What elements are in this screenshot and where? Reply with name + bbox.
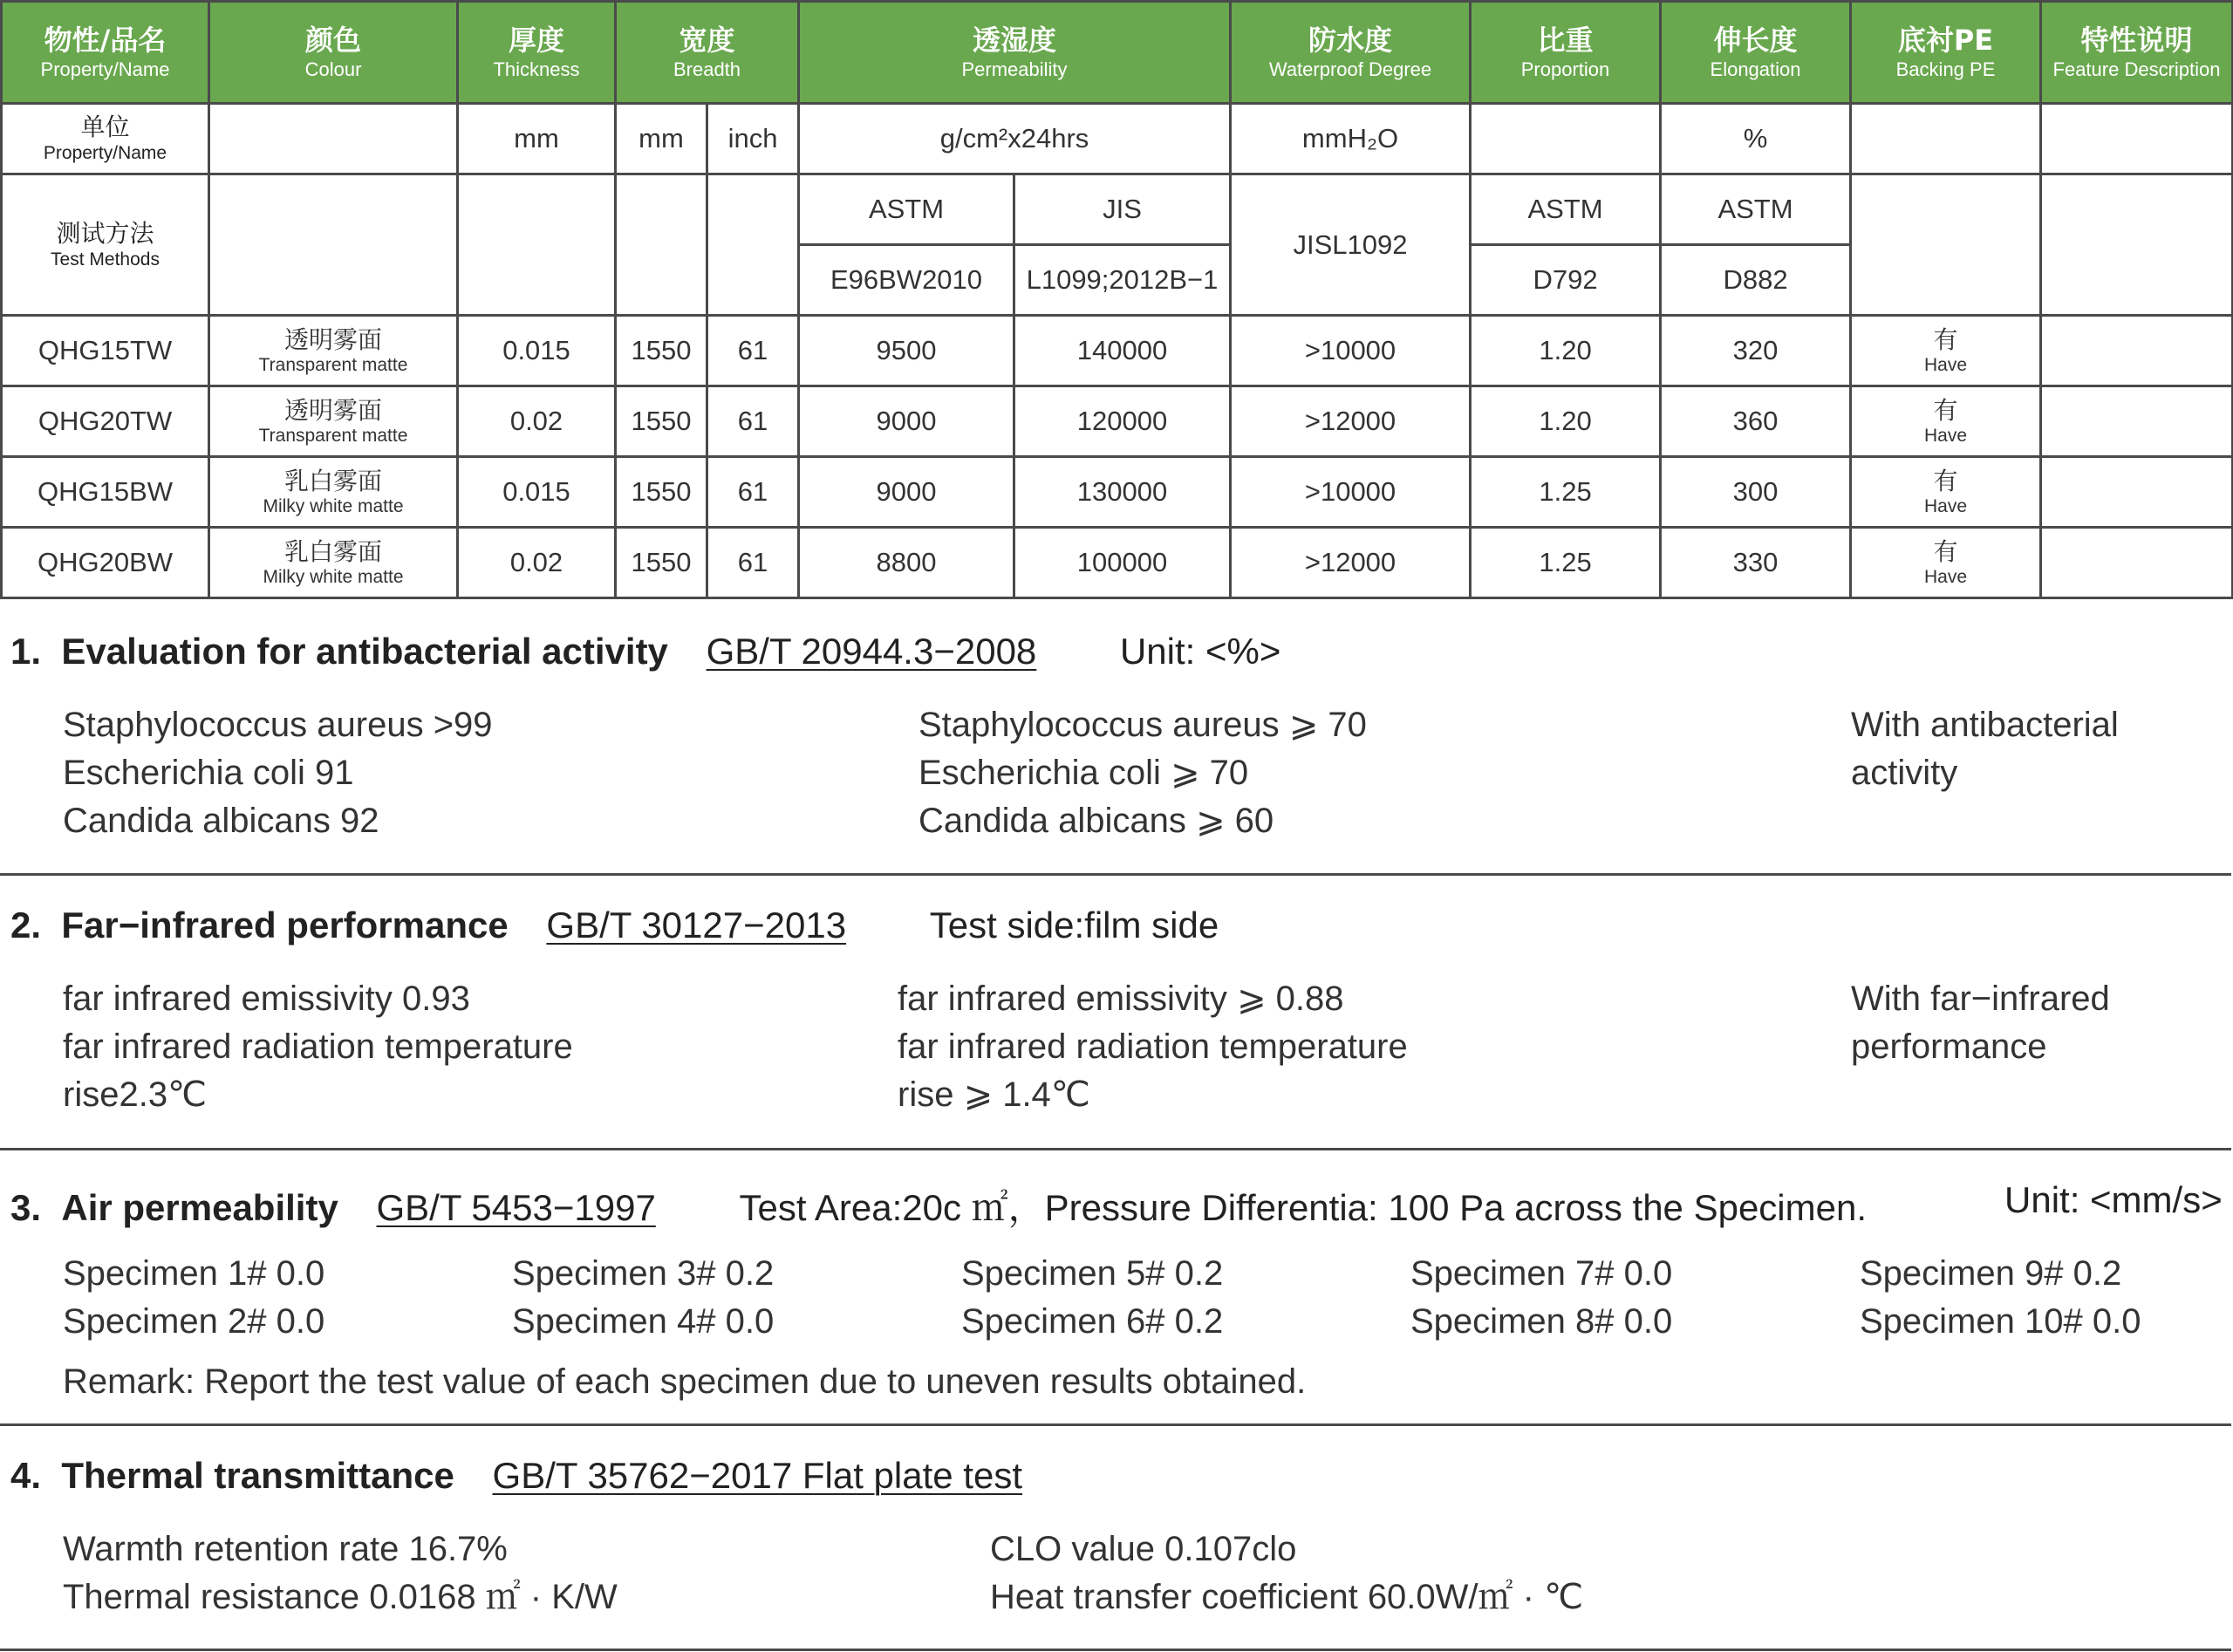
standard-code: GB/T 35762−2017 Flat plate test (492, 1455, 1022, 1496)
header-row (2, 2, 2233, 104)
unit-thickness: mm (458, 104, 616, 174)
header-breadth: 宽度 Breadth (616, 2, 799, 104)
conclusion-line: activity (1851, 754, 1958, 792)
unit-breadth-mm: mm (616, 104, 707, 174)
section-thermal-transmittance (0, 1423, 2231, 1651)
test-perm-jis-code: L1099;2012B−1 (1014, 245, 1231, 316)
result-line: rise2.3℃ (63, 1075, 207, 1114)
section-title: 2. Far−infrared performance GB/T 30127−2013 Test side:film side (10, 905, 1219, 945)
requirement-line: far infrared radiation temperature (898, 1027, 1408, 1066)
test-elongation: ASTM (1661, 174, 1851, 245)
section-antibacterial (0, 599, 2231, 876)
header-thickness: 厚度 Thickness (458, 2, 616, 104)
test-method-row (2, 174, 2233, 245)
table-row: QHG15BW 乳白雾面 Milky white matte 0.015 1550 61 9000 130000 >10000 1.25 300 有 Have (2, 457, 2233, 528)
table-row: QHG15TW 透明雾面 Transparent matte 0.015 1550 61 9500 140000 >10000 1.20 320 有 Have (2, 316, 2233, 386)
remark: Remark: Report the test value of each specimen due to uneven results obtained. (63, 1362, 1307, 1401)
header-permeability: 透湿度 Permeability (799, 2, 1231, 104)
header-feature: 特性说明 Feature Description (2041, 2, 2233, 104)
section-air-permeability (0, 1148, 2231, 1426)
specimen-value: Specimen 6# 0.2 (961, 1302, 1224, 1341)
requirement-line: Candida albicans ⩾ 60 (918, 802, 1274, 840)
unit-waterproof: mmH₂O (1231, 104, 1471, 174)
test-proportion-code: D792 (1471, 245, 1661, 316)
test-perm-astm-code: E96BW2010 (799, 245, 1014, 316)
result-line: far infrared emissivity 0.93 (63, 980, 470, 1018)
specimen-value: Specimen 10# 0.0 (1860, 1302, 2141, 1341)
specimen-value: Specimen 8# 0.0 (1410, 1302, 1673, 1341)
specimen-value: Specimen 5# 0.2 (961, 1254, 1224, 1293)
specimen-value: Specimen 4# 0.0 (512, 1302, 775, 1341)
unit-note: Unit: <mm/s> (2004, 1179, 2223, 1220)
specimen-value: Specimen 3# 0.2 (512, 1254, 775, 1293)
section-title: 3. Air permeability GB/T 5453−1997 Test Area:20c ㎡，Pressure Differentia: 100 Pa across the Specimen. (10, 1187, 1868, 1228)
section-title: 4. Thermal transmittance GB/T 35762−2017 Flat plate test (10, 1455, 1022, 1496)
result-line: Escherichia coli 91 (63, 754, 354, 792)
test-side-note: Test side:film side (929, 905, 1219, 945)
unit-row (2, 104, 2233, 174)
requirement-line: Escherichia coli ⩾ 70 (918, 754, 1249, 792)
test-waterproof: JISL1092 (1231, 174, 1471, 316)
result-line: far infrared radiation temperature (63, 1027, 573, 1066)
spec-table (0, 0, 2233, 599)
section-title: 1. Evaluation for antibacterial activity GB/T 20944.3−2008 Unit: <%> (10, 631, 1281, 672)
specimen-value: Specimen 2# 0.0 (63, 1302, 325, 1341)
specimen-value: Specimen 1# 0.0 (63, 1254, 325, 1293)
conclusion-line: performance (1851, 1027, 2047, 1066)
test-perm-jis: JIS (1014, 174, 1231, 245)
header-colour: 颜色 Colour (209, 2, 458, 104)
unit-breadth-inch: inch (707, 104, 799, 174)
standard-code: GB/T 5453−1997 (376, 1187, 656, 1228)
result-line: Staphylococcus aureus >99 (63, 706, 493, 744)
standard-code: GB/T 20944.3−2008 (706, 631, 1037, 672)
specimen-value: Specimen 7# 0.0 (1410, 1254, 1673, 1293)
specimen-value: Specimen 9# 0.2 (1860, 1254, 2122, 1293)
result-line: Candida albicans 92 (63, 802, 379, 840)
test-proportion: ASTM (1471, 174, 1661, 245)
unit-label: 单位 Property/Name (2, 104, 209, 174)
requirement-line: rise ⩾ 1.4℃ (898, 1075, 1090, 1114)
standard-code: GB/T 30127−2013 (546, 905, 847, 945)
table-row: QHG20TW 透明雾面 Transparent matte 0.02 1550 61 9000 120000 >12000 1.20 360 有 Have (2, 386, 2233, 457)
conclusion-line: With antibacterial (1851, 706, 2119, 744)
result-line: Thermal resistance 0.0168 ㎡ · K/W (63, 1578, 618, 1616)
unit-elongation: % (1661, 104, 1851, 174)
header-proportion: 比重 Proportion (1471, 2, 1661, 104)
unit-note: Unit: <%> (1119, 631, 1281, 672)
conclusion-line: With far−infrared (1851, 980, 2110, 1018)
test-area-note: Test Area:20c ㎡，Pressure Differentia: 100 Pa across the Specimen. (739, 1187, 1868, 1228)
section-far-infrared (0, 873, 2231, 1150)
unit-permeability: g/cm²x24hrs (799, 104, 1231, 174)
test-elongation-code: D882 (1661, 245, 1851, 316)
test-perm-astm: ASTM (799, 174, 1014, 245)
result-line: CLO value 0.107clo (990, 1530, 1297, 1568)
header-property: 物性/品名 Property/Name (2, 2, 209, 104)
table-row: QHG20BW 乳白雾面 Milky white matte 0.02 1550 61 8800 100000 >12000 1.25 330 有 Have (2, 528, 2233, 598)
requirement-line: far infrared emissivity ⩾ 0.88 (898, 980, 1344, 1018)
requirement-line: Staphylococcus aureus ⩾ 70 (918, 706, 1367, 744)
result-line: Heat transfer coefficient 60.0W/㎡ · ℃ (990, 1578, 1583, 1616)
result-line: Warmth retention rate 16.7% (63, 1530, 508, 1568)
header-waterproof: 防水度 Waterproof Degree (1231, 2, 1471, 104)
test-method-label: 测试方法 Test Methods (2, 174, 209, 316)
header-backing: 底衬PE Backing PE (1851, 2, 2041, 104)
header-elongation: 伸长度 Elongation (1661, 2, 1851, 104)
